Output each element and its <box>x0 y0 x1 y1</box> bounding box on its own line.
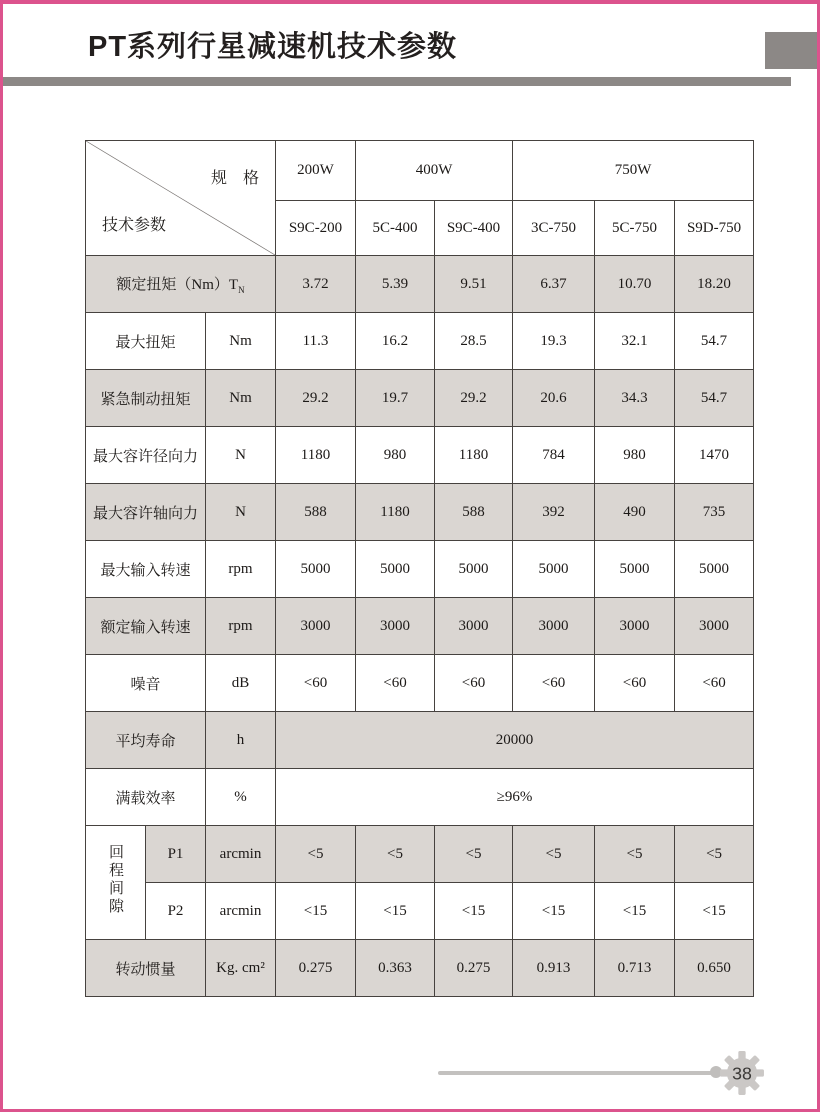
value-cell: 0.713 <box>595 940 675 997</box>
spec-table <box>85 140 754 997</box>
value-cell: 1180 <box>276 427 356 484</box>
value-cell: 784 <box>513 427 595 484</box>
table-row <box>86 427 754 484</box>
value-cell: 5000 <box>595 541 675 598</box>
value-cell: <15 <box>513 883 595 940</box>
header-rule <box>3 77 791 86</box>
value-cell: 588 <box>435 484 513 541</box>
page-number: 38 <box>732 1063 752 1084</box>
value-cell: 735 <box>675 484 754 541</box>
row-label-cell: 最大容许轴向力 <box>86 484 206 541</box>
value-cell: 3000 <box>595 598 675 655</box>
value-cell: <5 <box>595 826 675 883</box>
value-cell: 1180 <box>356 484 435 541</box>
value-cell: 1470 <box>675 427 754 484</box>
value-cell: 5.39 <box>356 256 435 313</box>
unit-cell: rpm <box>206 598 276 655</box>
table-row <box>86 484 754 541</box>
page-title: PT系列行星减速机技术参数 <box>88 31 458 63</box>
value-cell: 0.650 <box>675 940 754 997</box>
corner-spec-label: 规 格 <box>211 170 260 187</box>
value-cell: 3000 <box>356 598 435 655</box>
diagonal-divider-line <box>86 141 275 255</box>
model-header-cell: 5C-750 <box>595 201 675 256</box>
value-cell: 588 <box>276 484 356 541</box>
value-cell: <15 <box>435 883 513 940</box>
value-cell: 1180 <box>435 427 513 484</box>
value-cell: 54.7 <box>675 313 754 370</box>
table-header-row-groups <box>86 141 754 201</box>
value-cell: 32.1 <box>595 313 675 370</box>
value-cell: <60 <box>356 655 435 712</box>
table-row <box>86 940 754 997</box>
value-cell: 3000 <box>675 598 754 655</box>
value-cell: 18.20 <box>675 256 754 313</box>
value-cell: <5 <box>435 826 513 883</box>
value-cell: 3.72 <box>276 256 356 313</box>
value-cell: 20.6 <box>513 370 595 427</box>
unit-cell: % <box>206 769 276 826</box>
model-header-cell: 3C-750 <box>513 201 595 256</box>
value-cell: 54.7 <box>675 370 754 427</box>
value-cell: <5 <box>513 826 595 883</box>
value-cell: <15 <box>595 883 675 940</box>
power-group-header-cell: 400W <box>356 141 513 201</box>
value-cell: 980 <box>595 427 675 484</box>
value-cell: 3000 <box>435 598 513 655</box>
table-row <box>86 655 754 712</box>
table-row <box>86 826 754 883</box>
value-cell: 0.275 <box>435 940 513 997</box>
value-cell: <60 <box>276 655 356 712</box>
header-corner-block <box>765 32 817 69</box>
value-cell: <5 <box>276 826 356 883</box>
value-cell: 5000 <box>675 541 754 598</box>
value-cell: 3000 <box>513 598 595 655</box>
value-cell: 3000 <box>276 598 356 655</box>
row-label-cell: 额定扭矩$(Nm)T_N$ <box>86 256 276 313</box>
table-body <box>86 256 754 997</box>
row-label-cell: P1 <box>146 826 206 883</box>
value-cell: 5000 <box>435 541 513 598</box>
value-cell: 29.2 <box>276 370 356 427</box>
value-cell: 20000 <box>276 712 754 769</box>
value-cell: 10.70 <box>595 256 675 313</box>
value-cell: ≥96% <box>276 769 754 826</box>
value-cell: <5 <box>675 826 754 883</box>
value-cell: <60 <box>435 655 513 712</box>
unit-cell: Nm <box>206 370 276 427</box>
table-row <box>86 541 754 598</box>
value-cell: 490 <box>595 484 675 541</box>
value-cell: <60 <box>675 655 754 712</box>
table-corner-cell <box>86 141 276 256</box>
table-row <box>86 313 754 370</box>
unit-cell: h <box>206 712 276 769</box>
power-group-header-cell: 750W <box>513 141 754 201</box>
table-row <box>86 712 754 769</box>
value-cell: 5000 <box>513 541 595 598</box>
value-cell: <60 <box>595 655 675 712</box>
value-cell: 34.3 <box>595 370 675 427</box>
row-label-cell: P2 <box>146 883 206 940</box>
power-group-header-cell: 200W <box>276 141 356 201</box>
unit-cell: Nm <box>206 313 276 370</box>
table-row <box>86 769 754 826</box>
table-row <box>86 598 754 655</box>
value-cell: 0.363 <box>356 940 435 997</box>
value-cell: 19.7 <box>356 370 435 427</box>
unit-cell: N <box>206 484 276 541</box>
value-cell: 6.37 <box>513 256 595 313</box>
value-cell: 16.2 <box>356 313 435 370</box>
value-cell: <5 <box>356 826 435 883</box>
table-row <box>86 256 754 313</box>
table-row <box>86 883 754 940</box>
table-row <box>86 370 754 427</box>
gear-icon <box>719 1050 765 1096</box>
row-label-cell: 最大输入转速 <box>86 541 206 598</box>
unit-cell: arcmin <box>206 826 276 883</box>
value-cell: <15 <box>356 883 435 940</box>
row-label-cell: 平均寿命 <box>86 712 206 769</box>
value-cell: 29.2 <box>435 370 513 427</box>
model-header-cell: 5C-400 <box>356 201 435 256</box>
model-header-cell: S9C-400 <box>435 201 513 256</box>
corner-param-label: 技术参数 <box>102 217 167 234</box>
model-header-cell: S9D-750 <box>675 201 754 256</box>
value-cell: 0.913 <box>513 940 595 997</box>
row-label-cell: 紧急制动扭矩 <box>86 370 206 427</box>
row-label-cell: 最大扭矩 <box>86 313 206 370</box>
value-cell: 0.275 <box>276 940 356 997</box>
value-cell: 5000 <box>276 541 356 598</box>
unit-cell: N <box>206 427 276 484</box>
unit-cell: arcmin <box>206 883 276 940</box>
value-cell: 28.5 <box>435 313 513 370</box>
value-cell: 19.3 <box>513 313 595 370</box>
row-label-cell: 转动惯量 <box>86 940 206 997</box>
footer-rule <box>438 1071 714 1075</box>
backlash-group-label-cell: 回程间隙 <box>86 826 146 940</box>
row-label-cell: 额定输入转速 <box>86 598 206 655</box>
row-label-cell: 满载效率 <box>86 769 206 826</box>
model-header-cell: S9C-200 <box>276 201 356 256</box>
value-cell: <60 <box>513 655 595 712</box>
value-cell: 5000 <box>356 541 435 598</box>
value-cell: 392 <box>513 484 595 541</box>
unit-cell: Kg. cm² <box>206 940 276 997</box>
value-cell: <15 <box>276 883 356 940</box>
value-cell: 11.3 <box>276 313 356 370</box>
row-label-cell: 噪音 <box>86 655 206 712</box>
value-cell: 9.51 <box>435 256 513 313</box>
unit-cell: dB <box>206 655 276 712</box>
value-cell: 980 <box>356 427 435 484</box>
unit-cell: rpm <box>206 541 276 598</box>
row-label-cell: 最大容许径向力 <box>86 427 206 484</box>
value-cell: <15 <box>675 883 754 940</box>
